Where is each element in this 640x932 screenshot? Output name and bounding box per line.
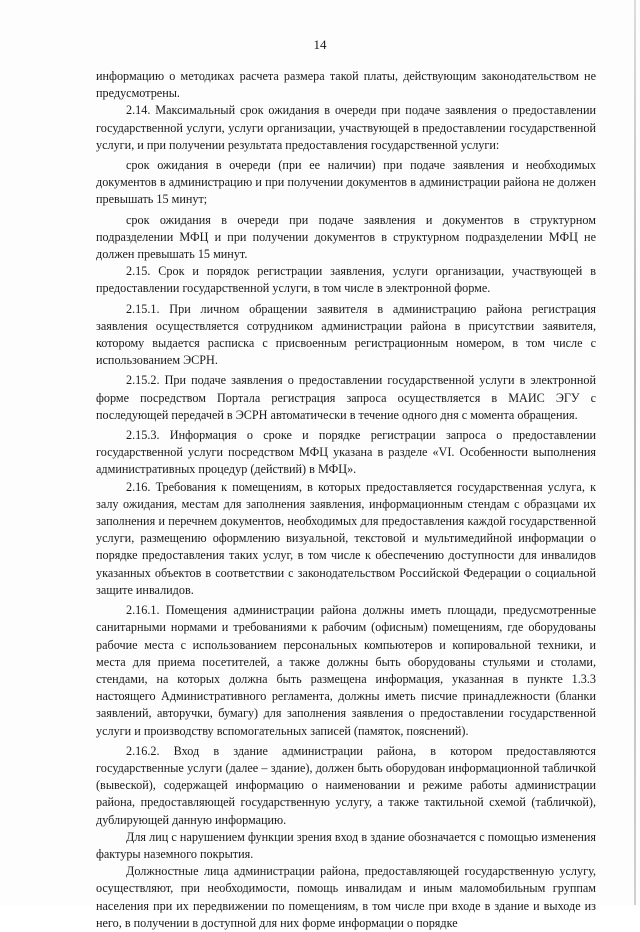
page-number: 14 xyxy=(313,37,327,52)
paragraph-2-15-1: 2.15.1. При личном обращении заявителя в администрацию района регистрация заявления осуществляется сотрудником администрации района в присутствии заявителя, которому выдается расписка с присвоенным регистрационным номером, в том числе с использованием ЭСРН. xyxy=(96,301,596,368)
paragraph-wait-administration: срок ожидания в очереди (при ее наличии) при подаче заявления и необходимых документов в администрацию и при получении документов в администрации района не должен превышать 15 минут; xyxy=(96,158,596,207)
paragraph-2-15-3: 2.15.3. Информация о сроке и порядке регистрации запроса о предоставлении государственной услуги посредством МФЦ указана в разделе «VI. Особенности выполнения административных процедур (действий) в МФЦ». xyxy=(96,428,596,477)
paragraph-2-15-2: 2.15.2. При подаче заявления о предоставлении государственной услуги в электронной форме посредством Портала регистрация запроса осуществляется в МАИС ЭГУ с последующей передачей в ЭСРН автоматически в течение одного дня с момента обращения. xyxy=(96,373,596,422)
paragraph-2-14: 2.14. Максимальный срок ожидания в очереди при подаче заявления о предоставлении государственной услуги, услуги организации, участвующей в предоставлении государственной услуги, и при получении результата предоставления государственной услуги: xyxy=(96,103,596,152)
paragraph-wait-mfc: срок ожидания в очереди при подаче заявления и документов в структурном подразделении МФЦ и при получении документов в структурном подразделении МФЦ не должен превышать 15 минут. xyxy=(96,212,596,262)
paragraph-2-16-2: 2.16.2. Вход в здание администрации района, в котором предоставляются государственные услуги (далее – здание), должен быть оборудован информационной табличкой (вывеской), содержащей информацию о наименовании и режиме работы администрации района, предоставляющей государственную услугу, а также тактильной схемой (табличкой), дублирующей данную информацию. xyxy=(96,743,596,827)
scan-edge-shadow xyxy=(634,0,636,905)
paragraph-vision-impaired: Для лиц с нарушением функции зрения вход в здание обозначается с помощью изменения фактуры наземного покрытия. xyxy=(96,829,596,861)
document-body xyxy=(96,68,596,932)
paragraph-continuation: информацию о методиках расчета размера такой платы, действующим законодательством не предусмотрены. xyxy=(96,69,596,101)
paragraph-officials-assistance: Должностные лица администрации района, предоставляющей государственную услугу, осуществляют, при необходимости, помощь инвалидам и иным маломобильным группам населения при их передвижении по помещениям, в том числе при входе в здание и выходе из него, в получении в доступной для них форме информации о порядке xyxy=(96,864,596,930)
paragraph-2-15: 2.15. Срок и порядок регистрации заявления, услуги организации, участвующей в предоставлении государственной услуги, в том числе в электронной форме. xyxy=(96,264,596,296)
paragraph-2-16: 2.16. Требования к помещениям, в которых предоставляется государственная услуга, к залу ожидания, местам для заполнения заявления, информационным стендам с образцами их заполнения и перечнем документов, необходимых для предоставления каждой государственной услуги, размещению оформлению визуальной, текстовой и мультимедийной информации о порядке предоставления таких услуг, в том числе к обеспечению доступности для инвалидов указанных объектов в соответствии с законодательством Российской Федерации о социальной защите инвалидов. xyxy=(96,479,596,597)
paragraph-2-16-1: 2.16.1. Помещения администрации района должны иметь площади, предусмотренные санитарными нормами и требованиями к рабочим (офисным) помещениям, где оборудованы рабочие места с использованием персональных компьютеров и копировальной техники, и места для приема посетителей, а также должны быть оборудованы стульями и столами, стендами, на которых должна быть размещена информация, указанная в пункте 1.3.3 настоящего Административного регламента, должны иметь писчие принадлежности (бланки заявлений, авторучки, бумагу) для заполнения заявления о предоставлении государственной услуги и производству вспомогательных записей (памяток, пояснений). xyxy=(96,603,596,738)
